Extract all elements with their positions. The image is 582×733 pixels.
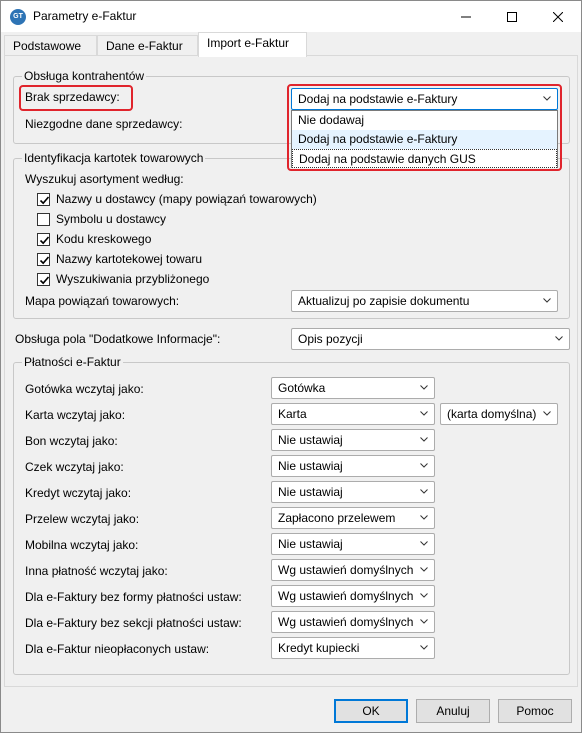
- payment-select-value: Kredyt kupiecki: [278, 641, 360, 655]
- payment-row-label: Dla e-Faktur nieopłaconych ustaw:: [25, 642, 210, 656]
- extra-info-label: Obsługa pola "Dodatkowe Informacje":: [15, 332, 221, 346]
- search-by-label: Wyszukuj asortyment według:: [25, 172, 184, 186]
- dropdown-option-dodaj-efaktura[interactable]: Dodaj na podstawie e-Faktury: [292, 130, 557, 149]
- payment-row-label: Kredyt wczytaj jako:: [25, 486, 132, 500]
- product-map-select[interactable]: [291, 290, 558, 312]
- dropdown-option-dodaj-gus[interactable]: Dodaj na podstawie danych GUS: [292, 149, 557, 168]
- payment-select-value: Wg ustawień domyślnych: [278, 563, 414, 577]
- payment-select-value: Gotówka: [278, 381, 326, 395]
- checkmark-icon: [39, 275, 50, 286]
- tab-podstawowe[interactable]: Podstawowe: [4, 35, 97, 56]
- maximize-icon: [507, 12, 517, 22]
- chevron-down-icon: [420, 567, 428, 572]
- payment-select-value: Zapłacono przelewem: [278, 511, 396, 525]
- chevron-down-icon: [543, 411, 551, 416]
- payment-no-form-select[interactable]: [271, 585, 435, 607]
- payment-cheque-select[interactable]: [271, 455, 435, 477]
- chevron-down-icon: [420, 541, 428, 546]
- checkbox-approximate-search[interactable]: [37, 273, 50, 286]
- payment-select-value: Wg ustawień domyślnych: [278, 589, 414, 603]
- payment-credit-select[interactable]: [271, 481, 435, 503]
- payment-other-select[interactable]: [271, 559, 435, 581]
- payment-no-section-select[interactable]: [271, 611, 435, 633]
- payment-unpaid-select[interactable]: [271, 637, 435, 659]
- highlight-missing-seller-label: [19, 85, 133, 111]
- group-contractors-title: Obsługa kontrahentów: [24, 69, 145, 83]
- tab-strip: [1, 32, 581, 56]
- maximize-button[interactable]: [489, 1, 535, 32]
- highlight-missing-seller-dropdown: [287, 84, 562, 171]
- payment-select-value: Nie ustawiaj: [278, 485, 343, 499]
- seller-mismatch-label: Niezgodne dane sprzedawcy:: [25, 117, 183, 131]
- minimize-button[interactable]: [443, 1, 489, 32]
- payment-row-label: Czek wczytaj jako:: [25, 460, 124, 474]
- checkbox-barcode[interactable]: [37, 233, 50, 246]
- checkbox-barcode-label: Kodu kreskowego: [56, 232, 152, 246]
- checkbox-supplier-symbol[interactable]: [37, 213, 50, 226]
- missing-seller-label: Brak sprzedawcy:: [25, 90, 120, 104]
- checkbox-supplier-symbol-label: Symbolu u dostawcy: [56, 212, 167, 226]
- payment-select-value: Nie ustawiaj: [278, 537, 343, 551]
- payment-row-label: Dla e-Faktury bez sekcji płatności ustaw:: [25, 616, 242, 630]
- checkbox-approximate-search-label: Wyszukiwania przybliżonego: [56, 272, 210, 286]
- minimize-icon: [461, 12, 471, 22]
- chevron-down-icon: [420, 593, 428, 598]
- title-bar: [1, 1, 581, 32]
- chevron-down-icon: [420, 515, 428, 520]
- payment-row-label: Mobilna wczytaj jako:: [25, 538, 139, 552]
- extra-info-select-value: Opis pozycji: [298, 332, 363, 346]
- missing-seller-select-value: Dodaj na podstawie e-Faktury: [298, 92, 458, 106]
- payment-row-label: Przelew wczytaj jako:: [25, 512, 140, 526]
- app-icon: GT: [10, 9, 26, 25]
- chevron-down-icon: [555, 336, 563, 341]
- close-icon: [553, 12, 563, 22]
- payment-card-select[interactable]: [271, 403, 435, 425]
- chevron-down-icon: [420, 385, 428, 390]
- payment-transfer-select[interactable]: [271, 507, 435, 529]
- payment-mobile-select[interactable]: [271, 533, 435, 555]
- payment-row-label: Karta wczytaj jako:: [25, 408, 126, 422]
- payment-row-label: Bon wczytaj jako:: [25, 434, 118, 448]
- chevron-down-icon: [420, 463, 428, 468]
- checkmark-icon: [39, 195, 50, 206]
- payment-select-value: Nie ustawiaj: [278, 459, 343, 473]
- chevron-down-icon: [420, 489, 428, 494]
- checkbox-product-name-label: Nazwy kartotekowej towaru: [56, 252, 203, 266]
- payment-select-value: Nie ustawiaj: [278, 433, 343, 447]
- tab-import-efaktur[interactable]: Import e-Faktur: [198, 32, 307, 57]
- checkbox-supplier-name[interactable]: [37, 193, 50, 206]
- product-map-label: Mapa powiązań towarowych:: [25, 294, 180, 308]
- extra-info-select[interactable]: [291, 328, 570, 350]
- chevron-down-icon: [420, 619, 428, 624]
- group-payments-title: Płatności e-Faktur: [24, 355, 121, 369]
- window-title: Parametry e-Faktur: [33, 9, 137, 23]
- chevron-down-icon: [420, 645, 428, 650]
- payment-card-default-select[interactable]: [440, 403, 558, 425]
- group-products-title: Identyfikacja kartotek towarowych: [24, 151, 204, 165]
- payment-select-value: Karta: [278, 407, 307, 421]
- payment-voucher-select[interactable]: [271, 429, 435, 451]
- checkmark-icon: [39, 235, 50, 246]
- help-button[interactable]: Pomoc: [498, 699, 572, 723]
- dropdown-option-nie-dodawaj[interactable]: Nie dodawaj: [298, 113, 365, 127]
- payment-card-default-value: (karta domyślna): [447, 407, 537, 421]
- close-button[interactable]: [535, 1, 581, 32]
- chevron-down-icon: [420, 411, 428, 416]
- checkbox-product-name[interactable]: [37, 253, 50, 266]
- tab-dane-efaktur[interactable]: Dane e-Faktur: [97, 35, 198, 56]
- product-map-select-value: Aktualizuj po zapisie dokumentu: [298, 294, 470, 308]
- payment-row-label: Inna płatność wczytaj jako:: [25, 564, 168, 578]
- chevron-down-icon: [420, 437, 428, 442]
- cancel-button[interactable]: Anuluj: [416, 699, 490, 723]
- payment-row-label: Gotówka wczytaj jako:: [25, 382, 144, 396]
- checkmark-icon: [39, 255, 50, 266]
- payment-select-value: Wg ustawień domyślnych: [278, 615, 414, 629]
- payment-row-label: Dla e-Faktury bez formy płatności ustaw:: [25, 590, 242, 604]
- checkbox-supplier-name-label: Nazwy u dostawcy (mapy powiązań towarowych): [56, 192, 317, 206]
- chevron-down-icon: [543, 298, 551, 303]
- ok-button[interactable]: OK: [334, 699, 408, 723]
- payment-cash-select[interactable]: [271, 377, 435, 399]
